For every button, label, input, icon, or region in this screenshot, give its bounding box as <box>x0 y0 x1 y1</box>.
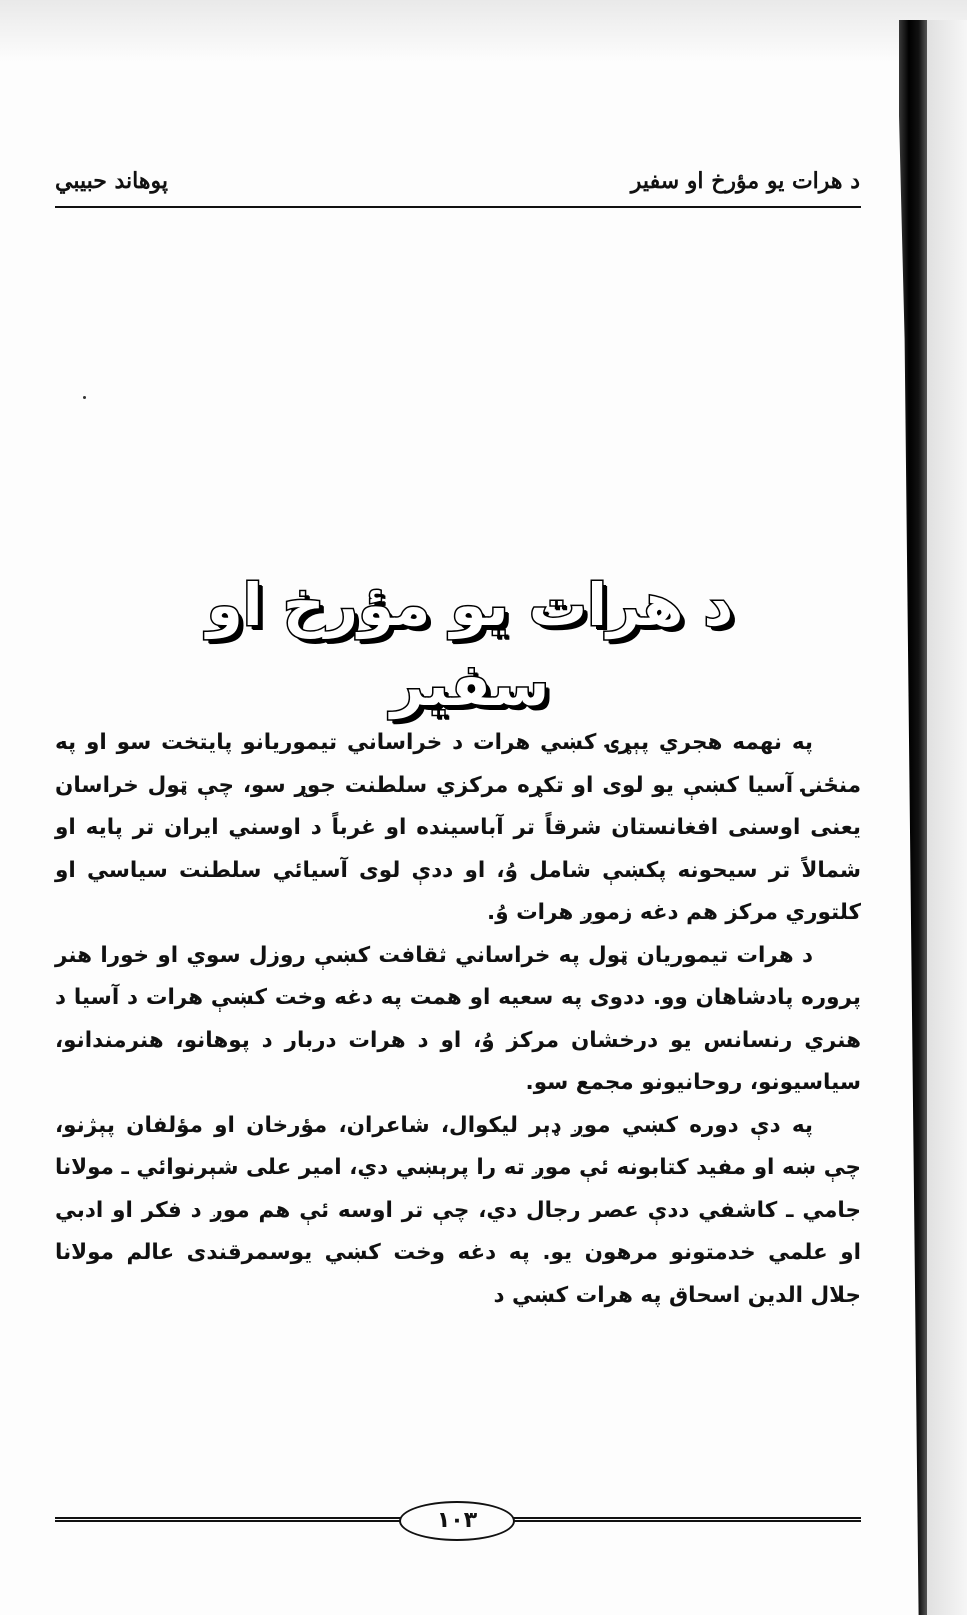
header-rule <box>55 206 861 208</box>
paragraph: په نهمه هجري پېړۍ کښي هرات د خراساني تیموریانو پایتخت سو او په منځنۍ آسیا کښې یو لوی او تکړه مرکزي سلطنت جوړ سو، چې ټول خراسان یعنی اوسنی افغانستان شرقاً تر آباسینده او غرباً د اوسني ایران تر پایه او شمالاً تر سیحونه پکښې شامل وُ، او ددې لوی آسیائي سلطنت سیاسي او کلتوري مرکز هم دغه زموږ هرات وُ. <box>55 730 861 925</box>
footer-rule-left <box>55 1517 401 1522</box>
footer-rule-right <box>511 1517 861 1522</box>
book-spine-shadow <box>899 20 927 1615</box>
paragraph: د هرات تیموریان ټول په خراساني ثقافت کښې روزل سوي او خورا هنر پروره پادشاهان وو. ددوی په سعیه او همت په دغه وخت کښې هرات د آسیا د هنري رنسانس یو درخشان مرکز وُ، او د هرات دربار د پوهانو، هنرمندانو، سیاسیونو، روحانیونو مجمع سو. <box>55 942 861 1095</box>
scan-margin-top <box>0 0 967 62</box>
running-header-title: د هرات یو مؤرخ او سفیر <box>630 168 860 194</box>
running-header <box>55 168 860 204</box>
body-text <box>55 722 861 1317</box>
chapter-title: د هرات یو مؤرخ او سفیر <box>206 571 734 719</box>
page-edge <box>927 20 967 1615</box>
scan-speck <box>83 396 86 399</box>
page-footer <box>55 1505 861 1555</box>
page-number: ۱۰۳ <box>399 1501 515 1541</box>
running-header-author: پوهاند حبیبي <box>55 168 168 194</box>
paragraph: په دې دوره کښي موږ ډېر لیکوال، شاعران، مؤرخان او مؤلفان پېژنو، چې ښه او مفید کتابونه ئې موږ ته را پرېښي دي، امیر علی شېرنوائي ـ مولانا جامي ـ کاشفي ددې عصر رجال دي، چې تر اوسه ئې هم موږ د فکر او ادبي او علمي خدمتونو مرهون یو. په دغه وخت کښي یوسمرقندی عالم مولانا جلال الدین اسحاق په هرات کښي د <box>55 1112 861 1308</box>
